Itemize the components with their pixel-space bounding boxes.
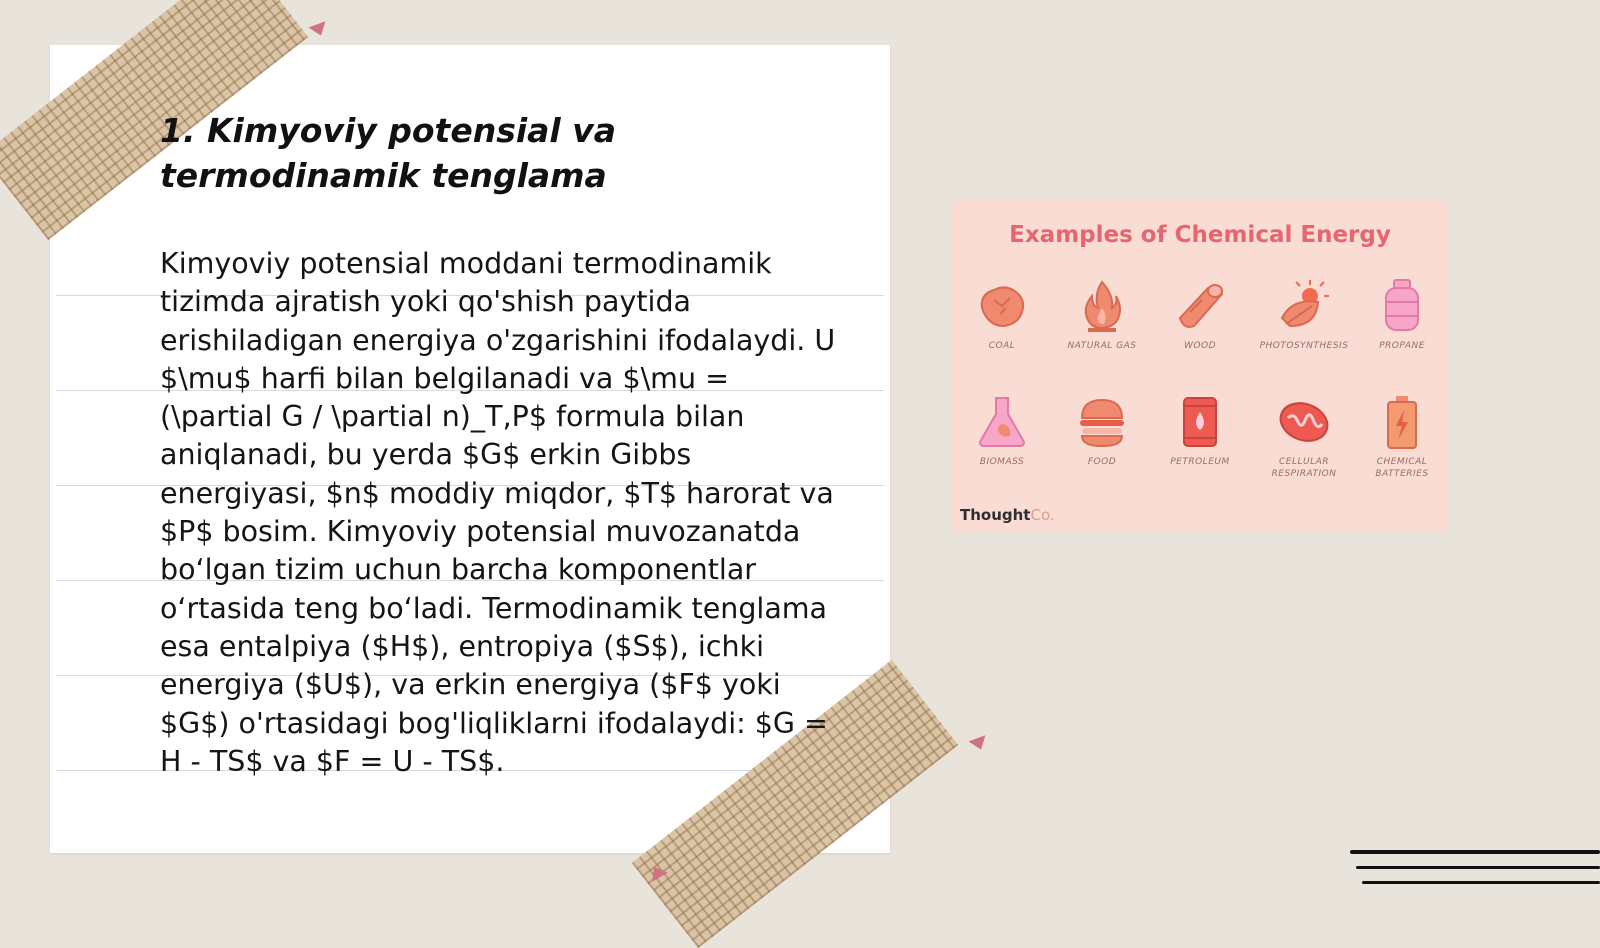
- figure-item: [1150, 278, 1250, 352]
- brand-logo: [960, 506, 1055, 524]
- tape-corner-decoration: [968, 735, 989, 752]
- figure-item-label: CHEMICAL BATTERIES: [1375, 457, 1429, 479]
- figure-item: [1254, 278, 1354, 352]
- figure-item-label: WOOD: [1184, 341, 1216, 351]
- flame-icon: [1074, 278, 1130, 334]
- decorative-line: [1362, 881, 1600, 884]
- leaf-sun-icon: [1276, 278, 1332, 334]
- burger-icon: [1074, 394, 1130, 450]
- mitochondria-icon: [1276, 394, 1332, 450]
- figure-item: [1052, 278, 1152, 352]
- figure-item: [952, 278, 1052, 352]
- figure-item-label: COAL: [988, 341, 1016, 351]
- figure-item: [952, 394, 1052, 468]
- brand-name: Thought: [960, 506, 1031, 524]
- figure-item-label: FOOD: [1087, 457, 1117, 467]
- slide-body-text: Kimyoviy potensial moddani termodinamik tizimda ajratish yoki qo'shish paytida erishiladigan energiya o'zgarishini ifodalaydi. U $\mu$ harfi bilan belgilanadi va $\mu = (\partial G / \partial n)_T,P$ formula bilan aniqlanadi, bu yerda $G$ erkin Gibbs energiyasi, $n$ moddiy miqdor, $T$ harorat va $P$ bosim. Kimyoviy potensial muvozanatda boʻlgan tizim uchun barcha komponentlar oʻrtasida teng boʻladi. Termodinamik tenglama esa entalpiya ($H$), entropiya ($S$), ichki energiya ($U$), va erkin energiya ($F$ yoki $G$) o'rtasidagi bog'liqliklarni ifodalaydi: $G = H - TS$ va $F = U - TS$.: [160, 247, 836, 778]
- flask-icon: [974, 394, 1030, 450]
- figure-item-label: PETROLEUM: [1170, 457, 1230, 467]
- figure-item: [1150, 394, 1250, 468]
- brand-suffix: Co.: [1030, 506, 1055, 524]
- propane-tank-icon: [1374, 278, 1430, 334]
- coal-icon: [974, 278, 1030, 334]
- log-icon: [1172, 278, 1228, 334]
- figure-item: [1052, 394, 1152, 468]
- figure-item-label: CELLULAR RESPIRATION: [1271, 457, 1337, 479]
- figure-item-label: BIOMASS: [979, 457, 1025, 467]
- decorative-line: [1356, 866, 1600, 869]
- figure-item-label: NATURAL GAS: [1067, 341, 1137, 351]
- decorative-line: [1350, 850, 1600, 854]
- figure-title: Examples of Chemical Energy: [1009, 222, 1391, 248]
- figure-item: [1254, 394, 1354, 480]
- oil-barrel-icon: [1172, 394, 1228, 450]
- figure-item: [1352, 278, 1452, 352]
- battery-icon: [1374, 394, 1430, 450]
- slide-title: 1. Kimyoviy potensial va termodinamik tenglama: [160, 111, 617, 195]
- chemical-energy-figure: [952, 200, 1448, 532]
- figure-item-label: PROPANE: [1379, 341, 1425, 351]
- figure-item: [1352, 394, 1452, 480]
- figure-item-label: PHOTOSYNTHESIS: [1259, 341, 1349, 351]
- tape-corner-decoration: [308, 21, 329, 38]
